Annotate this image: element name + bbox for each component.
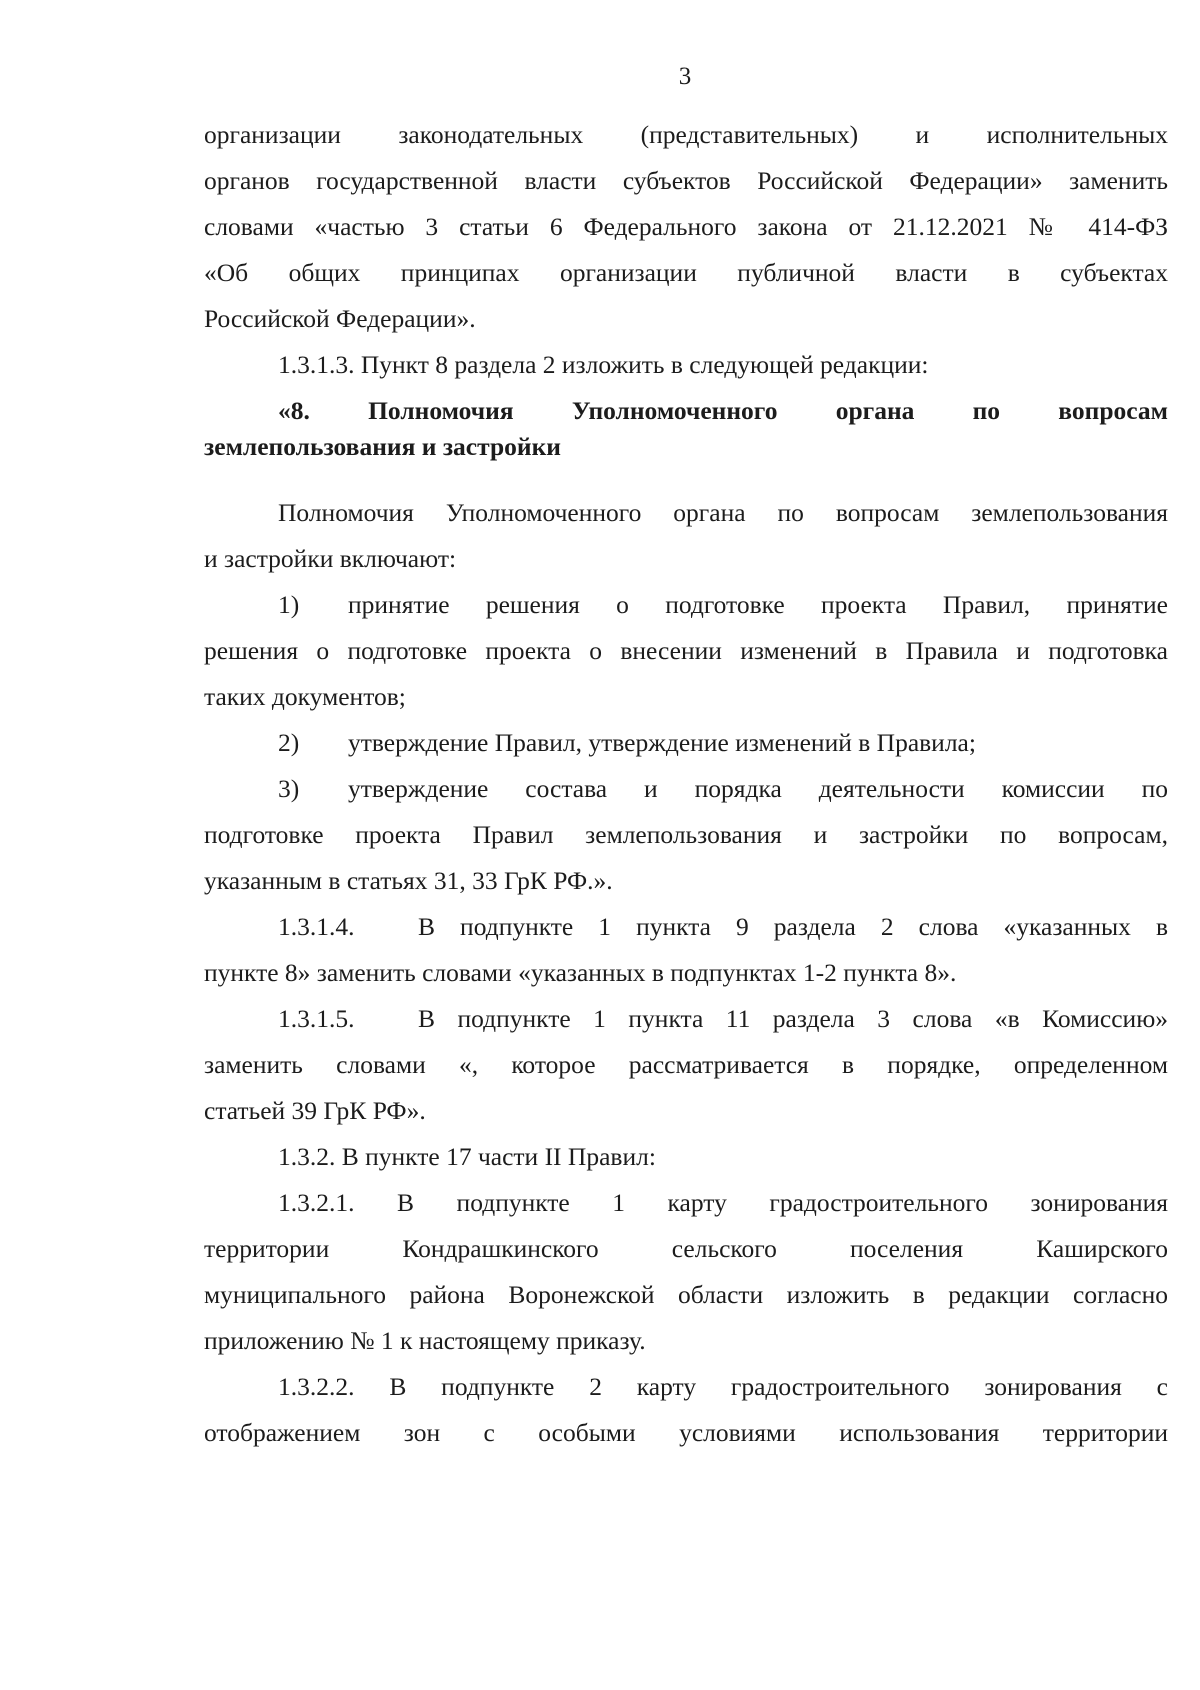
section-heading: «8. Полномочия Уполномоченного органа по вопросам xyxy=(278,396,1168,425)
clause-text: В подпункте 1 пункта 11 раздела 3 слова «в Комиссию» xyxy=(418,1004,1168,1033)
list-item-text: утверждение Правил, утверждение изменений в Правила; xyxy=(348,728,976,757)
text-line: заменить словами «, которое рассматривается в порядке, определенном xyxy=(204,1050,1168,1079)
text-line: указанным в статьях 31, 33 ГрК РФ.». xyxy=(204,866,613,895)
text-line: муниципального района Воронежской области изложить в редакции согласно xyxy=(204,1280,1168,1309)
clause-line xyxy=(204,996,1168,1042)
text-line: таких документов; xyxy=(204,682,406,711)
clause-number: 1.3.1.5. xyxy=(278,1004,355,1033)
text-line: Российской Федерации». xyxy=(204,304,476,333)
list-item-number: 2) xyxy=(278,728,300,757)
text-line: органов государственной власти субъектов Российской Федерации» заменить xyxy=(204,166,1168,195)
text-line: отображением зон с особыми условиями использования территории xyxy=(204,1418,1168,1447)
list-item-text: принятие решения о подготовке проекта Правил, принятие xyxy=(348,590,1168,619)
list-item-number: 3) xyxy=(278,774,300,803)
section-heading: землепользования и застройки xyxy=(204,432,561,461)
clause-text: В подпункте 1 пункта 9 раздела 2 слова «указанных в xyxy=(418,912,1168,941)
text-line: «Об общих принципах организации публичной власти в субъектах xyxy=(204,258,1168,287)
text-line: 1.3.1.3. Пункт 8 раздела 2 изложить в следующей редакции: xyxy=(278,350,929,379)
text-line: решения о подготовке проекта о внесении изменений в Правила и подготовка xyxy=(204,636,1168,665)
text-line: и застройки включают: xyxy=(204,544,457,573)
text-line: 1.3.2.2. В подпункте 2 карту градостроительного зонирования с xyxy=(278,1372,1168,1401)
list-item-number: 1) xyxy=(278,590,300,619)
text-line: пункте 8» заменить словами «указанных в подпунктах 1-2 пункта 8». xyxy=(204,958,957,987)
text-line: территории Кондрашкинского сельского поселения Каширского xyxy=(204,1234,1168,1263)
list-item xyxy=(204,766,1168,812)
list-item-text: утверждение состава и порядка деятельности комиссии по xyxy=(348,774,1168,803)
text-line: Полномочия Уполномоченного органа по вопросам землепользования xyxy=(278,498,1168,527)
text-line: статьей 39 ГрК РФ». xyxy=(204,1096,426,1125)
text-line: приложению № 1 к настоящему приказу. xyxy=(204,1326,646,1355)
text-line: организации законодательных (представительных) и исполнительных xyxy=(204,120,1168,149)
text-line: подготовке проекта Правил землепользования и застройки по вопросам, xyxy=(204,820,1168,849)
clause-line xyxy=(204,904,1168,950)
text-line: 1.3.2.1. В подпункте 1 карту градостроительного зонирования xyxy=(278,1188,1168,1217)
text-line: 1.3.2. В пункте 17 части II Правил: xyxy=(278,1142,656,1171)
list-item xyxy=(204,720,1168,766)
page-number: 3 xyxy=(678,63,692,90)
clause-number: 1.3.1.4. xyxy=(278,912,355,941)
text-line: словами «частью 3 статьи 6 Федерального закона от 21.12.2021 № 414-ФЗ xyxy=(204,212,1168,241)
list-item xyxy=(204,582,1168,628)
